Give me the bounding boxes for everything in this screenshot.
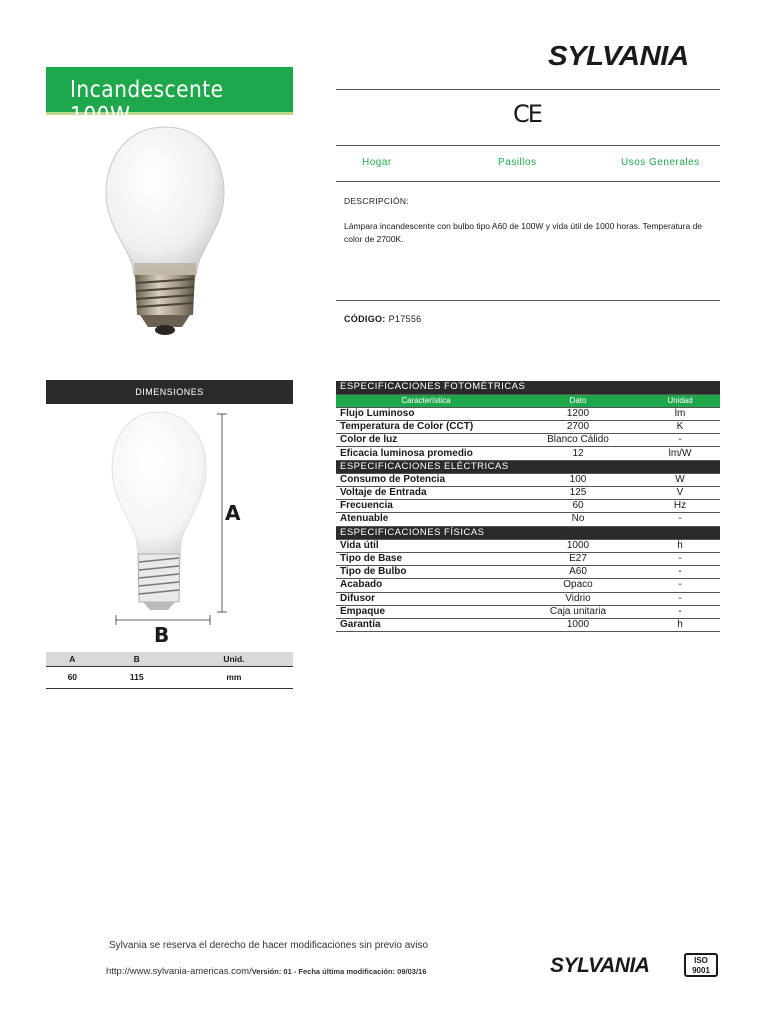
- physical-unit: -: [640, 579, 720, 592]
- dim-value-a: 60: [46, 666, 99, 688]
- physical-value: E27: [516, 552, 640, 565]
- physical-unit: h: [640, 618, 720, 631]
- col-dato: Dato: [516, 394, 640, 407]
- photometric-row: [336, 434, 720, 447]
- specifications-table: [336, 381, 720, 632]
- divider-ce: [336, 145, 720, 146]
- sylvania-logo-footer: SYLVANIA: [550, 954, 650, 977]
- use-hogar: Hogar: [362, 157, 392, 168]
- dim-value-b: 115: [99, 666, 175, 688]
- electrical-label: Voltaje de Entrada: [336, 487, 516, 500]
- use-pasillos: Pasillos: [498, 157, 537, 168]
- physical-section-title: ESPECIFICACIONES FÍSICAS: [336, 526, 720, 539]
- electrical-row: [336, 473, 720, 486]
- electrical-section-title: ESPECIFICACIONES ELÉCTRICAS: [336, 460, 720, 473]
- electrical-unit: W: [640, 473, 720, 486]
- photometric-unit: -: [640, 434, 720, 447]
- dim-col-b: B: [99, 652, 175, 666]
- physical-label: Tipo de Base: [336, 552, 516, 565]
- physical-unit: h: [640, 539, 720, 552]
- code-value: P17556: [388, 314, 422, 324]
- dim-col-a: A: [46, 652, 99, 666]
- photometric-value: 2700: [516, 421, 640, 434]
- electrical-label: Consumo de Potencia: [336, 473, 516, 486]
- description-label: DESCRIPCIÓN:: [344, 196, 409, 206]
- photometric-section: [336, 381, 720, 394]
- physical-value: Opaco: [516, 579, 640, 592]
- photometric-label: Flujo Luminoso: [336, 407, 516, 420]
- physical-section: [336, 526, 720, 539]
- physical-row: [336, 605, 720, 618]
- physical-value: 1000: [516, 539, 640, 552]
- spec-column-headers: [336, 394, 720, 407]
- physical-label: Empaque: [336, 605, 516, 618]
- description-text: Lámpara incandescente con bulbo tipo A60 de 100W y vida útil de 1000 horas. Temperatura de color de 2700K.: [344, 221, 703, 244]
- photometric-unit: lm/W: [640, 447, 720, 460]
- iso-bottom: 9001: [692, 966, 710, 975]
- physical-unit: -: [640, 605, 720, 618]
- use-usos-generales: Usos Generales: [621, 157, 700, 168]
- electrical-unit: -: [640, 513, 720, 526]
- physical-value: Vidrio: [516, 592, 640, 605]
- physical-row: [336, 552, 720, 565]
- dimensions-table: [46, 652, 293, 689]
- photometric-label: Temperatura de Color (CCT): [336, 421, 516, 434]
- divider-top: [336, 89, 720, 90]
- electrical-label: Atenuable: [336, 513, 516, 526]
- footer-disclaimer: Sylvania se reserva el derecho de hacer modificaciones sin previo aviso: [109, 940, 429, 951]
- dimension-a-label: A: [225, 501, 241, 525]
- electrical-unit: V: [640, 487, 720, 500]
- physical-row: [336, 618, 720, 631]
- electrical-value: 100: [516, 473, 640, 486]
- electrical-value: 60: [516, 500, 640, 513]
- electrical-row: [336, 513, 720, 526]
- photometric-value: 1200: [516, 407, 640, 420]
- physical-label: Vida útil: [336, 539, 516, 552]
- physical-row: [336, 539, 720, 552]
- photometric-unit: K: [640, 421, 720, 434]
- divider-description: [336, 300, 720, 301]
- photometric-value: 12: [516, 447, 640, 460]
- photometric-section-title: ESPECIFICACIONES FOTOMÉTRICAS: [336, 381, 720, 394]
- footer-version: Versión: 01 - Fecha última modificación: 09/03/16: [251, 967, 427, 976]
- product-code: [344, 314, 421, 324]
- electrical-label: Frecuencia: [336, 500, 516, 513]
- physical-label: Tipo de Bulbo: [336, 566, 516, 579]
- physical-unit: -: [640, 566, 720, 579]
- product-title-bar: [46, 67, 293, 129]
- physical-value: 1000: [516, 618, 640, 631]
- dimensions-header: DIMENSIONES: [46, 380, 293, 404]
- iso-top: ISO: [694, 956, 708, 965]
- physical-unit: -: [640, 552, 720, 565]
- photometric-row: [336, 447, 720, 460]
- electrical-section: [336, 460, 720, 473]
- electrical-value: No: [516, 513, 640, 526]
- lamp-photo: [100, 125, 230, 337]
- code-label: CÓDIGO:: [344, 314, 386, 324]
- ce-mark: CE: [513, 100, 541, 128]
- electrical-row: [336, 500, 720, 513]
- product-title: Incandescente 100W: [70, 77, 224, 129]
- photometric-row: [336, 421, 720, 434]
- dimensions-drawing: [100, 410, 250, 650]
- photometric-row: [336, 407, 720, 420]
- photometric-unit: lm: [640, 407, 720, 420]
- physical-row: [336, 592, 720, 605]
- photometric-label: Eficacia luminosa promedio: [336, 447, 516, 460]
- electrical-row: [336, 487, 720, 500]
- photometric-value: Blanco Cálido: [516, 434, 640, 447]
- physical-label: Garantía: [336, 618, 516, 631]
- photometric-label: Color de luz: [336, 434, 516, 447]
- col-unidad: Unidad: [640, 394, 720, 407]
- dimension-b-label: B: [154, 623, 170, 647]
- physical-row: [336, 566, 720, 579]
- physical-value: A60: [516, 566, 640, 579]
- physical-label: Acabado: [336, 579, 516, 592]
- iso-badge: [684, 953, 718, 977]
- electrical-unit: Hz: [640, 500, 720, 513]
- physical-label: Difusor: [336, 592, 516, 605]
- dim-value-unit: mm: [175, 666, 293, 688]
- footer-url-version: [106, 966, 426, 977]
- divider-uses: [336, 181, 720, 182]
- dim-col-unit: Unid.: [175, 652, 293, 666]
- physical-value: Caja unitaria: [516, 605, 640, 618]
- footer-url[interactable]: http://www.sylvania-americas.com/: [106, 966, 252, 977]
- physical-unit: -: [640, 592, 720, 605]
- electrical-value: 125: [516, 487, 640, 500]
- col-caracteristica: Característica: [336, 394, 516, 407]
- physical-row: [336, 579, 720, 592]
- sylvania-logo: SYLVANIA: [548, 40, 689, 71]
